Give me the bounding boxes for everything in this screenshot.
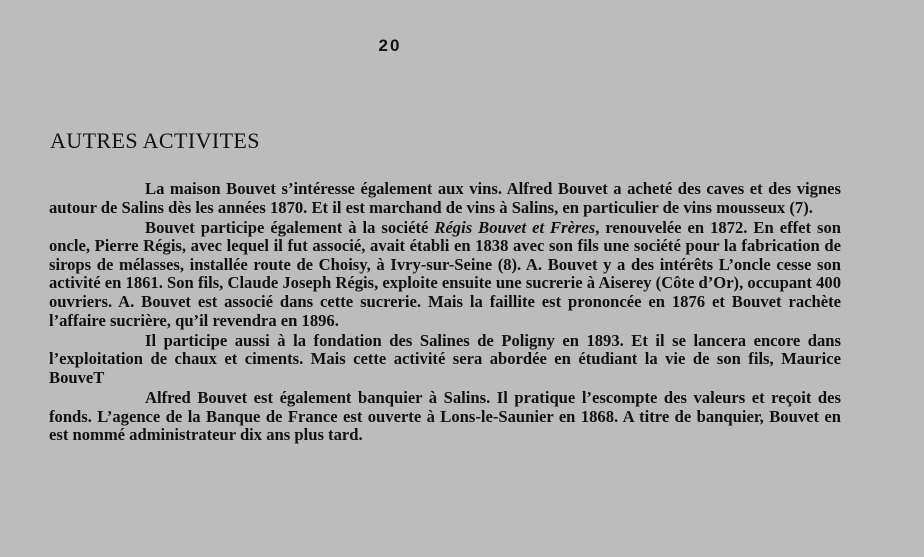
paragraph-bank bbox=[49, 389, 841, 445]
company-name: Régis Bouvet et Frères bbox=[434, 217, 596, 237]
paragraph-sugar-text-end: , renouvelée en 1872. En effet son oncle, Pierre Régis, avec lequel il fut associé, avait établi en 1838 avec son fils une société pour la fabrication de sirops de mélasses, installée route de Choisy, à Ivry-sur-Seine (8). A. Bouvet y a des intérêts L’oncle cesse son activité en 1861. Son fils, Claude Joseph Régis, exploite ensuite une sucrerie à Aiserey (Côte d’Or), occupant 400 ouvriers. A. Bouvet est associé dans cette sucrerie. Mais la faillite est prononcée en 1876 et Bouvet rachète l’affaire sucrière, qu’il revendra en 1896. bbox=[49, 217, 841, 330]
paragraph-wine-text: La maison Bouvet s’intéresse également aux vins. Alfred Bouvet a acheté des caves et des vignes autour de Salins dès les années 1870. Et il est marchand de vins à Salins, en particulier de vins mousseux (7). bbox=[49, 179, 841, 217]
paragraph-sugar-text-start: Bouvet participe également à la société bbox=[145, 217, 435, 237]
paragraph-salt-text: Il participe aussi à la fondation des Salines de Poligny en 1893. Et il se lancera encore dans l’exploitation de chaux et ciments. Mais cette activité sera abordée en étudiant la vie de son fils, Maurice BouveT bbox=[49, 330, 841, 387]
paragraph-salt bbox=[49, 332, 841, 388]
paragraph-wine bbox=[49, 180, 841, 217]
body-text bbox=[49, 180, 841, 445]
section-title: AUTRES ACTIVITES bbox=[50, 128, 260, 153]
paragraph-bank-text: Alfred Bouvet est également banquier à Salins. Il pratique l’escompte des valeurs et reçoit des fonds. L’agence de la Banque de France est ouverte à Lons-le-Saunier en 1868. A titre de banquier, Bouvet en est nommé administrateur dix ans plus tard. bbox=[49, 388, 841, 445]
page-number: 20 bbox=[378, 36, 402, 55]
paragraph-sugar bbox=[49, 219, 841, 331]
